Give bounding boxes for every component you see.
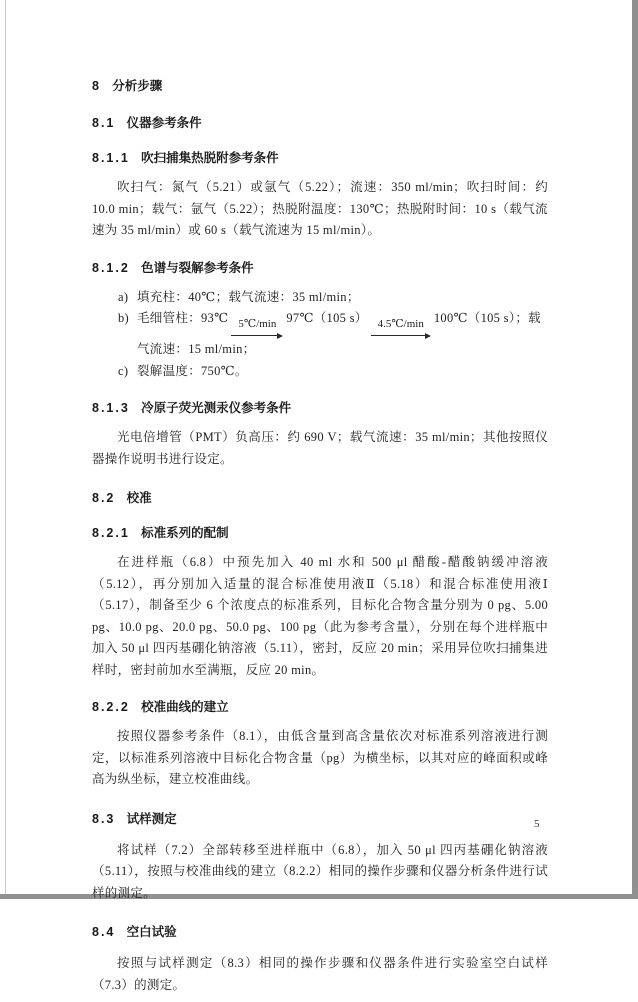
- heading-8-2-1: [92, 525, 548, 542]
- heading-8-1-1-title: 吹扫捕集热脱附参考条件: [141, 151, 279, 165]
- heading-8-4-title: 空白试验: [126, 925, 177, 939]
- heading-8-1-number: 8.1: [92, 116, 116, 130]
- list-item-c: [92, 361, 548, 383]
- list-item-a: [92, 287, 548, 309]
- heading-8-4: [92, 924, 548, 941]
- heading-8-2-1-title: 标准系列的配制: [141, 526, 229, 540]
- page-body: [92, 78, 548, 1002]
- paragraph-8-4: 按照与试样测定（8.3）相同的操作步骤和仪器条件进行实验室空白试样（7.3）的测定。: [92, 956, 548, 992]
- heading-8-2-1-number: 8.2.1: [92, 526, 130, 540]
- heading-8-1-3: [92, 400, 548, 417]
- page-number: 5: [534, 818, 540, 830]
- rate-arrow-2-label: 4.5℃/min: [377, 318, 424, 330]
- rate-arrow-1-label: 5℃/min: [238, 318, 277, 330]
- rate-arrow-2: [371, 319, 431, 339]
- heading-8-4-number: 8.4: [92, 925, 116, 939]
- heading-8-1-3-title: 冷原子荧光测汞仪参考条件: [141, 401, 292, 415]
- list-item-b-pre: 毛细管柱：93℃: [137, 311, 229, 325]
- list-marker-c: c): [118, 363, 129, 378]
- heading-8-1-3-number: 8.1.3: [92, 401, 130, 415]
- heading-8-2-number: 8.2: [92, 491, 116, 505]
- heading-8-2-2-title: 校准曲线的建立: [141, 700, 229, 714]
- heading-8-1-2-title: 色谱与裂解参考条件: [141, 260, 254, 275]
- paragraph-8-3: 将试样（7.2）全部转移至进样瓶中（6.8），加入 50 μl 四丙基硼化钠溶液（5.11），按照与校准曲线的建立（8.2.2）相同的操作步骤和仪器分析条件进行试样的测定。: [92, 842, 548, 900]
- list-item-b-post: 100℃（105 s）；载气流速：15 ml/min；: [137, 311, 541, 356]
- list-item-b-mid: 97℃（105 s）: [286, 311, 368, 325]
- heading-8: [92, 78, 548, 95]
- paragraph-8-1-1: 吹扫气：氮气（5.21）或氩气（5.22）；流速：350 ml/min；吹扫时间：约 10.0 min；载气：氩气（5.22）；热脱附温度：130℃；热脱附时间：10 s（载气流速为 35 ml/min）或 60 s（载气流速为 15 ml/min）。: [92, 180, 548, 237]
- list-item-c-text: 裂解温度：750℃。: [137, 363, 248, 378]
- paragraph-8-2-2: 按照仪器参考条件（8.1），由低含量到高含量依次对标准系列溶液进行测定，以标准系列溶液中目标化合物含量（pg）为横坐标，以其对应的峰面积或峰高为纵坐标，建立校准曲线。: [92, 729, 548, 786]
- rate-arrow-1-shaft: [231, 332, 283, 339]
- scan-edge-right: [632, 0, 638, 899]
- heading-8-3-number: 8.3: [92, 811, 116, 826]
- paragraph-8-2-1: 在进样瓶（6.8）中预先加入 40 ml 水和 500 μl 醋酸-醋酸钠缓冲溶液（5.12），再分别加入适量的混合标准使用液Ⅱ（5.18）和混合标准使用液Ⅰ（5.17），制备至少 6 个浓度点的标准系列，目标化合物含量分别为 0 pg、5.00 pg、10.0 pg、20.0 pg、50.0 pg、100 pg（此为参考含量），分别在每个进样瓶中加入 50 μl 四丙基硼化钠溶液（5.11），密封，反应 20 min；采用异位吹扫捕集进样时，密封前加水至满瓶，反应 20 min。: [92, 555, 548, 677]
- heading-8-2-title: 校准: [126, 491, 152, 505]
- rate-arrow-2-shaft: [371, 332, 431, 339]
- heading-8-2-2: [92, 699, 548, 716]
- heading-8-1-2: [92, 260, 548, 277]
- heading-8-title: 分析步骤: [112, 79, 163, 93]
- heading-8-number: 8: [92, 79, 101, 93]
- heading-8-1: [92, 115, 548, 132]
- heading-8-2: [92, 490, 548, 507]
- scan-left-line: [5, 0, 6, 899]
- rate-arrow-1: [231, 319, 283, 339]
- heading-8-1-1: [92, 150, 548, 167]
- paragraph-8-1-3: 光电倍增管（PMT）负高压：约 690 V；载气流速：35 ml/min；其他按照仪器操作说明书进行设定。: [92, 430, 548, 466]
- heading-8-3: [92, 811, 548, 828]
- list-marker-a: a): [118, 289, 129, 304]
- heading-8-3-title: 试样测定: [126, 811, 177, 826]
- list-item-b: [92, 308, 548, 361]
- conditions-list: [92, 287, 548, 383]
- list-item-a-text: 填充柱：40℃；载气流速：35 ml/min；: [137, 289, 360, 304]
- heading-8-1-2-number: 8.1.2: [92, 260, 130, 275]
- heading-8-2-2-number: 8.2.2: [92, 700, 130, 714]
- list-marker-b: b): [118, 311, 130, 325]
- heading-8-1-title: 仪器参考条件: [126, 116, 202, 130]
- heading-8-1-1-number: 8.1.1: [92, 151, 130, 165]
